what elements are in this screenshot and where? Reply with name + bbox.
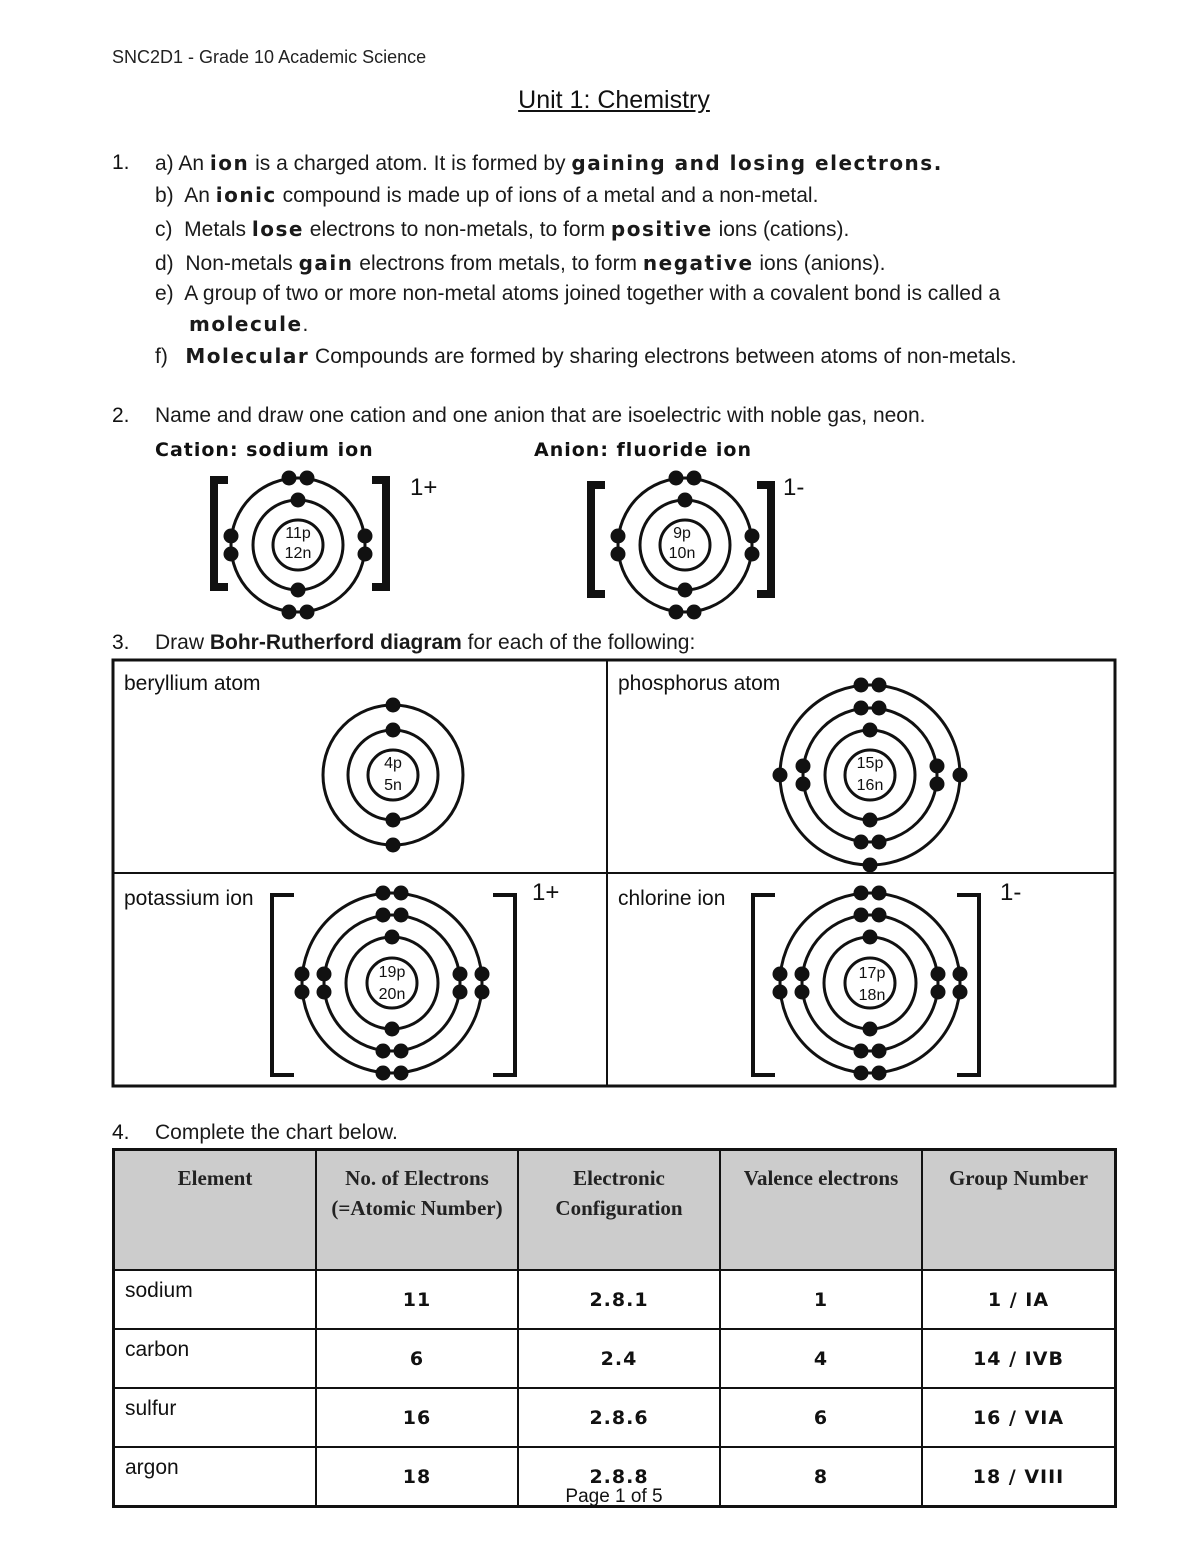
electron-config: 2.8.8 (518, 1447, 720, 1507)
potassium-ion-electron (295, 985, 310, 1000)
chlorine-ion-shell-2 (824, 937, 916, 1029)
sodium-ion-electron (300, 471, 315, 486)
col-element: Element (114, 1150, 317, 1271)
q1-item-a: a) An ion is a charged atom. It is formed by gaining and losing electrons. (155, 151, 943, 175)
electron-config: 2.4 (518, 1329, 720, 1388)
phosphorus-electron (863, 813, 878, 828)
phosphorus-neutrons: 16n (856, 777, 884, 794)
sodium-ion-electron (358, 529, 373, 544)
element-chart (112, 1148, 1117, 1508)
potassium-ion-electron (385, 930, 400, 945)
element-name: argon (114, 1447, 317, 1507)
chlorine-ion-electron (872, 1066, 887, 1081)
chlorine-ion-electron (854, 908, 869, 923)
phosphorus-electron (872, 678, 887, 693)
question-3-number: 3. (112, 631, 130, 654)
chlorine-ion-electron (773, 985, 788, 1000)
page-footer: Page 1 of 5 (565, 1486, 663, 1507)
potassium-ion-electron (317, 967, 332, 982)
phosphorus-electron (773, 768, 788, 783)
group-number: 1 / IA (922, 1270, 1116, 1329)
cation-charge: 1+ (410, 474, 438, 501)
phosphorus-electron (930, 777, 945, 792)
chlorine-ion-electron (854, 1044, 869, 1059)
table-row (114, 1270, 1116, 1329)
diagram-texts (285, 474, 1022, 1004)
chlorine-label: chlorine ion (618, 887, 726, 910)
chlorine-protons: 17p (858, 965, 886, 982)
sodium-ion-electron (300, 605, 315, 620)
potassium-ion-electron (376, 1044, 391, 1059)
potassium-ion-right-bracket (493, 895, 515, 1075)
phosphorus-electron (854, 701, 869, 716)
table-row (114, 1388, 1116, 1447)
beryllium-electron (386, 813, 401, 828)
q1-item-d: d) Non-metals gain electrons from metals, to form negative ions (anions). (155, 251, 886, 275)
sodium-ion-electron (224, 529, 239, 544)
col-electrons: No. of Electrons (=Atomic Number) (316, 1150, 518, 1271)
element-name: sodium (114, 1270, 317, 1329)
valence-count: 6 (720, 1388, 922, 1447)
phosphorus-shell-4 (780, 685, 960, 865)
potassium-protons: 19p (378, 964, 406, 981)
potassium-label: potassium ion (124, 887, 254, 910)
beryllium-label: beryllium atom (124, 672, 261, 695)
potassium-ion-electron (376, 886, 391, 901)
chlorine-ion-electron (863, 930, 878, 945)
question-4-number: 4. (112, 1121, 130, 1144)
fluoride-ion-electron (678, 493, 693, 508)
q3-grid (113, 660, 1115, 1086)
electron-count: 16 (316, 1388, 518, 1447)
potassium-neutrons: 20n (378, 986, 406, 1003)
question-1-number: 1. (112, 151, 130, 174)
chlorine-ion-electron (872, 1044, 887, 1059)
question-2-number: 2. (112, 404, 130, 427)
element-name: sulfur (114, 1388, 317, 1447)
fluoride-ion-electron (611, 529, 626, 544)
anion-label: Anion: fluoride ion (534, 439, 752, 461)
q1-item-c: c) Metals lose electrons to non-metals, to form positive ions (cations). (155, 217, 850, 241)
fluoride-ion-electron (611, 547, 626, 562)
potassium-ion-electron (453, 967, 468, 982)
potassium-ion-electron (475, 967, 490, 982)
cation-neutrons: 12n (284, 545, 312, 562)
cation-protons: 11p (285, 525, 311, 542)
phosphorus-label: phosphorus atom (618, 672, 781, 695)
q1-item-e-cont: molecule. (189, 312, 309, 336)
valence-count: 4 (720, 1329, 922, 1388)
beryllium-electron (386, 698, 401, 713)
phosphorus-electron (930, 759, 945, 774)
fluoride-ion-electron (687, 471, 702, 486)
fluoride-ion-electron (669, 605, 684, 620)
table-row (114, 1329, 1116, 1388)
sodium-ion-right-bracket (372, 480, 386, 587)
q1-item-f: f) Molecular Compounds are formed by sharing electrons between atoms of non-metals. (155, 344, 1017, 368)
phosphorus-electron (854, 835, 869, 850)
potassium-ion-electron (394, 886, 409, 901)
fluoride-ion-electron (678, 583, 693, 598)
anion-protons: 9p (673, 525, 691, 542)
potassium-ion-left-bracket (272, 895, 294, 1075)
chlorine-ion-electron (863, 1022, 878, 1037)
fluoride-ion-left-bracket (591, 485, 605, 594)
valence-count: 8 (720, 1447, 922, 1507)
chlorine-ion-electron (795, 985, 810, 1000)
beryllium-neutrons: 5n (384, 777, 402, 794)
potassium-ion-electron (394, 1066, 409, 1081)
chlorine-ion-electron (872, 886, 887, 901)
potassium-charge: 1+ (532, 879, 560, 906)
beryllium-electron (386, 838, 401, 853)
fluoride-ion-electron (687, 605, 702, 620)
potassium-ion-electron (453, 985, 468, 1000)
potassium-ion-electron (295, 967, 310, 982)
potassium-ion-electron (376, 1066, 391, 1081)
phosphorus-electron (953, 768, 968, 783)
anion-charge: 1- (783, 474, 805, 501)
fluoride-ion-right-bracket (757, 485, 771, 594)
sodium-ion-electron (282, 605, 297, 620)
fluoride-ion-electron (669, 471, 684, 486)
chlorine-ion-electron (854, 886, 869, 901)
potassium-ion-electron (475, 985, 490, 1000)
phosphorus-electron (872, 835, 887, 850)
phosphorus-protons: 15p (856, 755, 884, 772)
electron-count: 6 (316, 1329, 518, 1388)
electron-count: 18 (316, 1447, 518, 1507)
group-number: 16 / VIA (922, 1388, 1116, 1447)
q1-item-e: e) A group of two or more non-metal atoms joined together with a covalent bond is called a (155, 282, 1001, 305)
chlorine-ion-electron (854, 1066, 869, 1081)
beryllium-shell-2 (348, 730, 438, 820)
phosphorus-electron (863, 723, 878, 738)
col-configuration: Electronic Configuration (518, 1150, 720, 1271)
chlorine-ion-shell-4 (780, 893, 960, 1073)
q3-text: Draw Bohr-Rutherford diagram for each of the following: (155, 631, 696, 654)
q4-text: Complete the chart below. (155, 1121, 398, 1144)
phosphorus-shell-2 (825, 730, 915, 820)
cation-label: Cation: sodium ion (155, 439, 374, 461)
electron-count: 11 (316, 1270, 518, 1329)
fluoride-ion-electron (745, 529, 760, 544)
q1-item-b: b) An ionic compound is made up of ions of a metal and a non-metal. (155, 183, 819, 207)
sodium-ion-electron (282, 471, 297, 486)
beryllium-electron (386, 723, 401, 738)
chlorine-ion-electron (931, 985, 946, 1000)
chlorine-ion-left-bracket (753, 895, 775, 1075)
anion-neutrons: 10n (668, 545, 696, 562)
group-number: 14 / IVB (922, 1329, 1116, 1388)
sodium-ion-electron (291, 583, 306, 598)
page-title: Unit 1: Chemistry (518, 86, 710, 114)
chlorine-ion-electron (872, 908, 887, 923)
potassium-ion-electron (376, 908, 391, 923)
electron-config: 2.8.6 (518, 1388, 720, 1447)
beryllium-protons: 4p (384, 755, 402, 772)
fluoride-ion-electron (745, 547, 760, 562)
chlorine-neutrons: 18n (858, 987, 886, 1004)
sodium-ion-electron (224, 547, 239, 562)
potassium-ion-electron (317, 985, 332, 1000)
element-name: carbon (114, 1329, 317, 1388)
chart-header-row (114, 1150, 1116, 1271)
chlorine-ion-electron (773, 967, 788, 982)
q2-text: Name and draw one cation and one anion that are isoelectric with noble gas, neon. (155, 404, 926, 427)
group-number: 18 / VIII (922, 1447, 1116, 1507)
potassium-ion-electron (394, 908, 409, 923)
phosphorus-electron (796, 759, 811, 774)
electron-config: 2.8.1 (518, 1270, 720, 1329)
phosphorus-electron (854, 678, 869, 693)
col-valence: Valence electrons (720, 1150, 922, 1271)
potassium-ion-shell-2 (346, 937, 438, 1029)
potassium-ion-electron (385, 1022, 400, 1037)
phosphorus-electron (796, 777, 811, 792)
chlorine-ion-electron (931, 967, 946, 982)
chlorine-ion-electron (953, 967, 968, 982)
sodium-ion-electron (291, 493, 306, 508)
course-header: SNC2D1 - Grade 10 Academic Science (112, 47, 427, 67)
potassium-ion-shell-4 (302, 893, 482, 1073)
sodium-ion-electron (358, 547, 373, 562)
chlorine-charge: 1- (1000, 879, 1022, 906)
chlorine-ion-electron (795, 967, 810, 982)
phosphorus-electron (863, 858, 878, 873)
potassium-ion-electron (394, 1044, 409, 1059)
valence-count: 1 (720, 1270, 922, 1329)
col-group: Group Number (922, 1150, 1116, 1271)
chlorine-ion-electron (953, 985, 968, 1000)
phosphorus-electron (872, 701, 887, 716)
